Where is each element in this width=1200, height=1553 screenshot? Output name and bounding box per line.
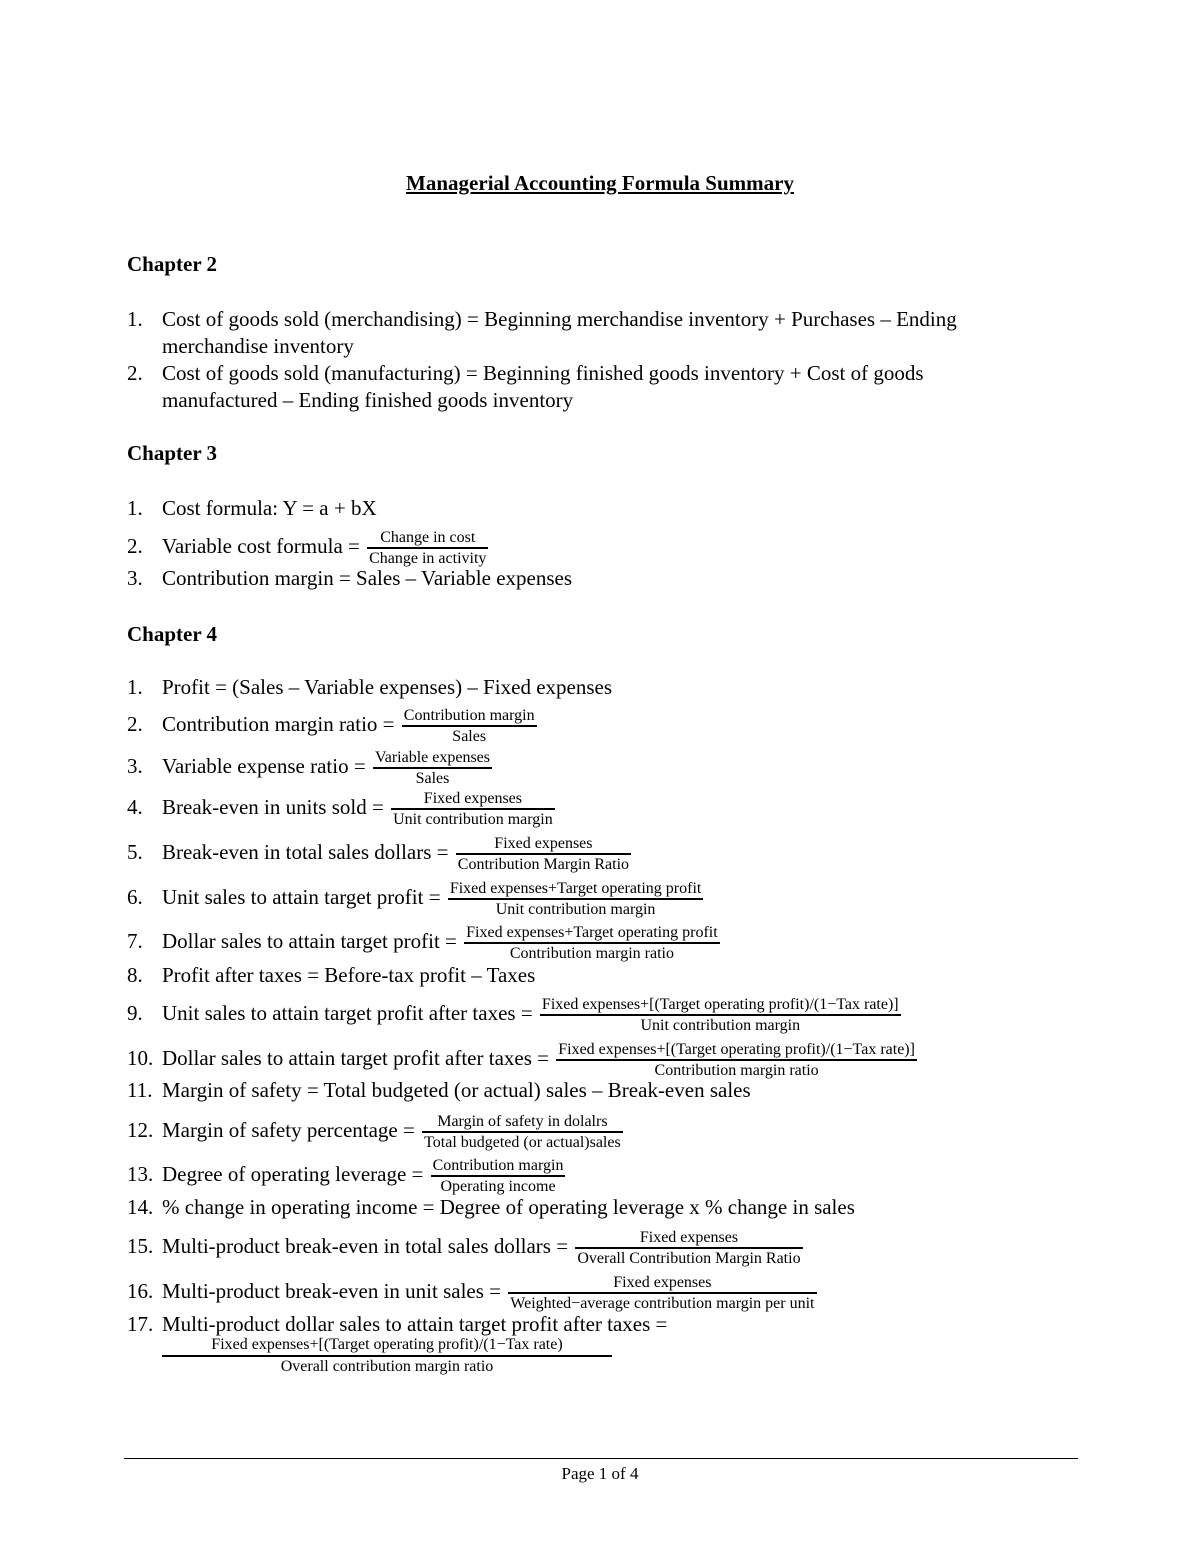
ch4-item-16 [127, 1273, 817, 1313]
item-text: Degree of operating leverage = [162, 1161, 424, 1186]
fraction [448, 879, 704, 919]
ch4-item-5 [127, 834, 631, 874]
item-number: 3. [127, 566, 143, 590]
denominator: Contribution margin ratio [654, 1062, 819, 1079]
ch4-item-15 [127, 1228, 803, 1268]
item-number: 15. [127, 1233, 154, 1258]
fraction [556, 1040, 917, 1080]
ch4-item-10 [127, 1040, 917, 1080]
ch4-item-14 [127, 1194, 855, 1221]
page-footer: Page 1 of 4 [561, 1464, 639, 1483]
item-number: 2. [127, 533, 143, 558]
ch4-item-6 [127, 879, 703, 919]
numerator: Variable expenses [373, 748, 492, 769]
ch4-item-3 [127, 748, 492, 788]
ch3-item-2 [127, 528, 488, 568]
item-text: Margin of safety percentage = [162, 1117, 415, 1142]
item-text: Variable cost formula = [162, 533, 360, 558]
page-title: Managerial Accounting Formula Summary [406, 171, 794, 195]
item-text: Break-even in total sales dollars = [162, 839, 449, 864]
chapter-2-heading: Chapter 2 [127, 252, 218, 276]
item-text: Multi-product break-even in unit sales = [162, 1278, 502, 1303]
ch2-item-1-continued: merchandise inventory [162, 334, 354, 358]
item-text: Dollar sales to attain target profit after taxes = [162, 1045, 549, 1070]
ch4-item-4 [127, 789, 555, 829]
item-text: % change in operating income = Degree of operating leverage x % change in sales [162, 1195, 855, 1219]
item-number: 8. [127, 963, 143, 987]
denominator: Total budgeted (or actual)sales [424, 1134, 621, 1151]
fraction [508, 1273, 816, 1313]
denominator: Unit contribution margin [640, 1017, 801, 1034]
fraction [422, 1112, 623, 1152]
ch4-item-9 [127, 995, 901, 1035]
item-number: 2. [127, 361, 143, 385]
item-number: 13. [127, 1161, 154, 1186]
item-text: Contribution margin = Sales – Variable expenses [162, 566, 573, 590]
item-number: 7. [127, 928, 143, 953]
ch3-item-1 [127, 495, 377, 522]
item-text: Cost formula: Y = a + bX [162, 496, 377, 520]
item-text: Unit sales to attain target profit after taxes = [162, 1000, 533, 1025]
numerator: Contribution margin [402, 706, 537, 727]
numerator: Contribution margin [431, 1156, 566, 1177]
fraction [456, 834, 631, 874]
denominator: Operating income [440, 1178, 556, 1195]
item-number: 14. [127, 1195, 154, 1219]
item-number: 4. [127, 794, 143, 819]
denominator: Contribution margin ratio [509, 945, 674, 962]
item-text: Contribution margin ratio = [162, 711, 395, 736]
ch4-item-7 [127, 923, 720, 963]
item-number: 6. [127, 884, 143, 909]
denominator: Sales [415, 770, 450, 787]
denominator: Change in activity [369, 550, 487, 567]
footer-divider [124, 1458, 1078, 1459]
item-text: Cost of goods sold (merchandising) = Beginning merchandise inventory + Purchases – Ending [162, 307, 957, 331]
numerator: Fixed expenses [391, 789, 555, 810]
item-text: Unit sales to attain target profit = [162, 884, 441, 909]
numerator: Fixed expenses+Target operating profit [448, 879, 704, 900]
ch4-item-17 [127, 1311, 667, 1338]
fraction [373, 748, 492, 788]
item-text: Break-even in units sold = [162, 794, 384, 819]
item-text: Variable expense ratio = [162, 753, 366, 778]
ch2-item-2-continued: manufactured – Ending finished goods inventory [162, 388, 574, 412]
denominator: Unit contribution margin [495, 901, 656, 918]
numerator: Fixed expenses+[(Target operating profit)/(1−Tax rate) [162, 1335, 612, 1357]
item-number: 9. [127, 1000, 143, 1025]
item-number: 1. [127, 307, 143, 331]
item-text: Multi-product break-even in total sales dollars = [162, 1233, 569, 1258]
denominator: Weighted−average contribution margin per unit [510, 1295, 815, 1312]
ch2-item-1 [127, 306, 957, 333]
numerator: Fixed expenses+Target operating profit [464, 923, 720, 944]
ch4-item-12 [127, 1112, 623, 1152]
denominator: Contribution Margin Ratio [457, 856, 630, 873]
item-number: 1. [127, 675, 143, 699]
fraction [367, 528, 488, 568]
item-number: 10. [127, 1045, 154, 1070]
fraction [162, 1335, 612, 1377]
item-number: 16. [127, 1278, 154, 1303]
denominator: Unit contribution margin [393, 811, 553, 828]
numerator: Fixed expenses+[(Target operating profit)/(1−Tax rate)] [556, 1040, 917, 1061]
fraction [402, 706, 537, 746]
fraction [391, 789, 555, 829]
item-number: 11. [127, 1078, 153, 1102]
item-text: Profit = (Sales – Variable expenses) – Fixed expenses [162, 675, 613, 699]
item-number: 3. [127, 753, 143, 778]
ch4-item-8 [127, 962, 535, 989]
numerator: Fixed expenses [575, 1228, 802, 1249]
chapter-3-heading: Chapter 3 [127, 441, 218, 465]
fraction [431, 1156, 566, 1196]
denominator: Sales [452, 728, 487, 745]
chapter-4-heading: Chapter 4 [127, 622, 218, 646]
numerator: Fixed expenses+[(Target operating profit)/(1−Tax rate)] [540, 995, 901, 1016]
item-text: Cost of goods sold (manufacturing) = Beginning finished goods inventory + Cost of goods [162, 361, 924, 385]
ch4-item-13 [127, 1156, 565, 1196]
item-number: 2. [127, 711, 143, 736]
item-text: Profit after taxes = Before-tax profit – Taxes [162, 963, 536, 987]
fraction [540, 995, 901, 1035]
ch4-item-11 [127, 1077, 751, 1104]
ch3-item-3 [127, 565, 572, 592]
fraction [575, 1228, 802, 1268]
item-number: 17. [127, 1312, 154, 1336]
denominator: Overall contribution margin ratio [280, 1358, 494, 1375]
numerator: Margin of safety in dolalrs [422, 1112, 623, 1133]
ch4-item-2 [127, 706, 537, 746]
item-text: Margin of safety = Total budgeted (or actual) sales – Break-even sales [162, 1078, 751, 1102]
numerator: Change in cost [367, 528, 488, 549]
ch4-item-1 [127, 674, 612, 701]
item-number: 5. [127, 839, 143, 864]
item-number: 12. [127, 1117, 154, 1142]
fraction [464, 923, 720, 963]
ch2-item-2 [127, 360, 924, 387]
item-text: Multi-product dollar sales to attain target profit after taxes = [162, 1312, 668, 1336]
item-number: 1. [127, 496, 143, 520]
item-text: Dollar sales to attain target profit = [162, 928, 457, 953]
denominator: Overall Contribution Margin Ratio [577, 1250, 801, 1267]
numerator: Fixed expenses [508, 1273, 816, 1294]
numerator: Fixed expenses [456, 834, 631, 855]
